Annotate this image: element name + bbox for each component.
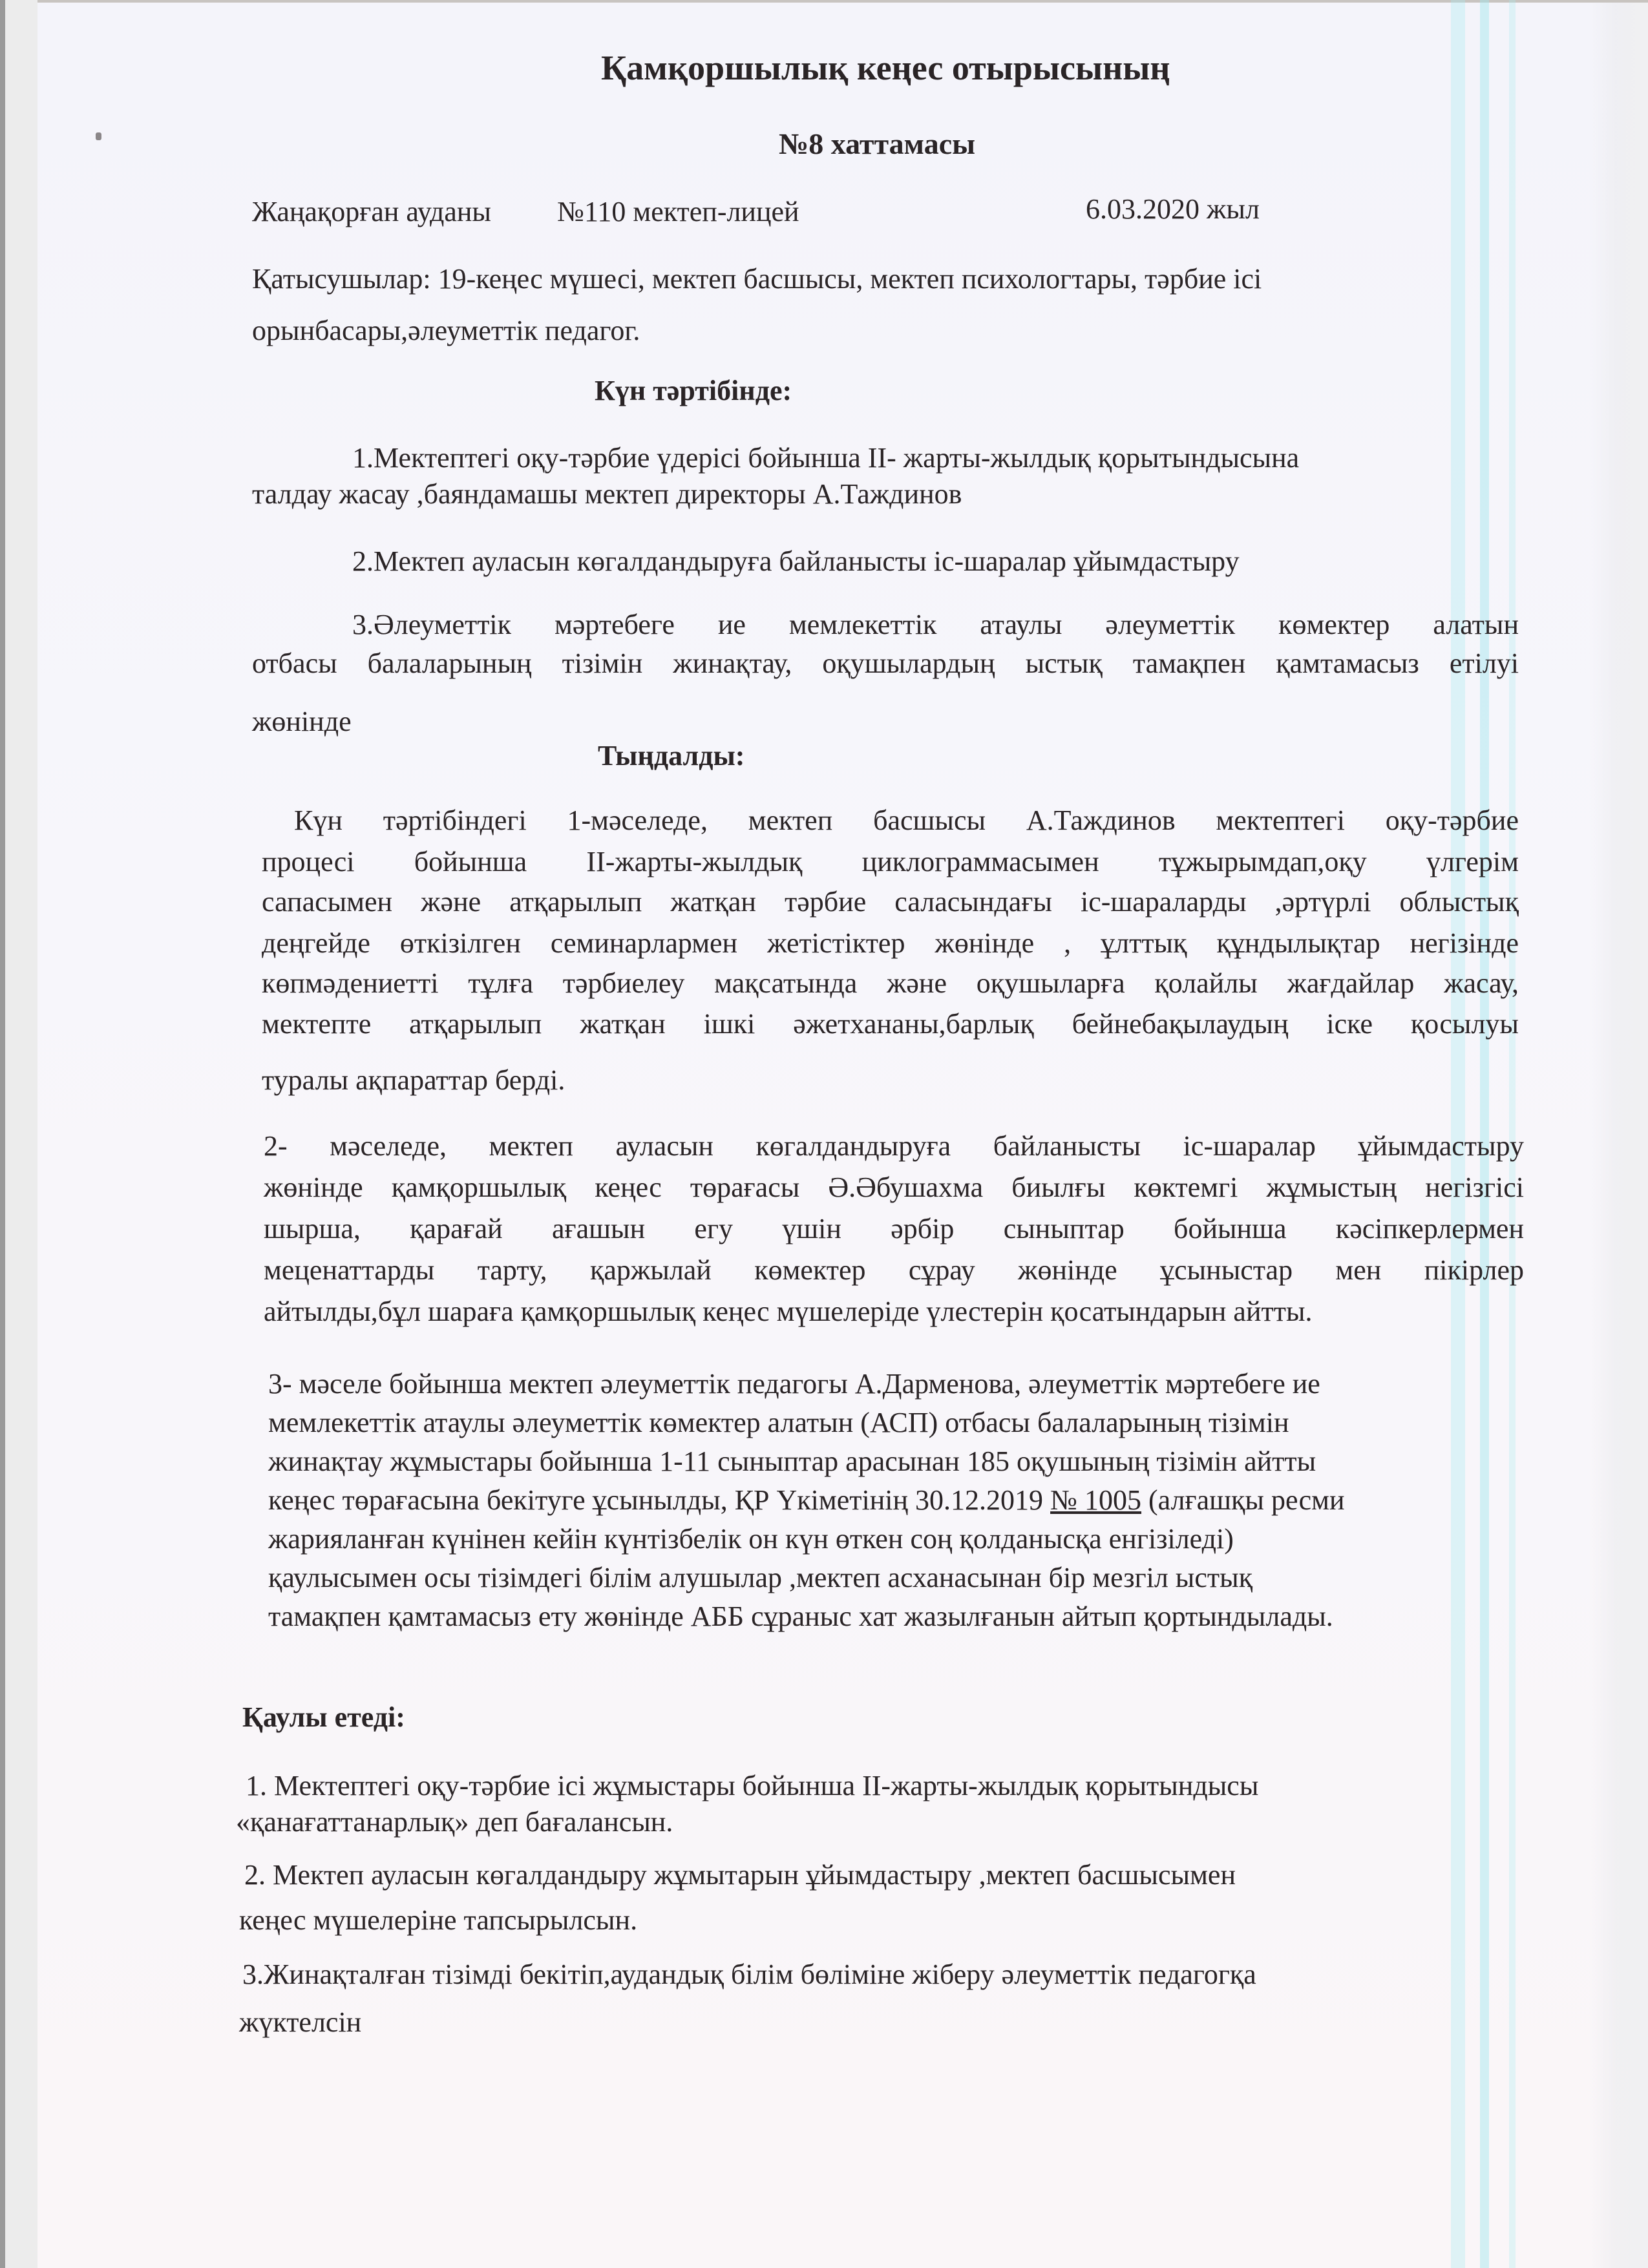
- heard-1-line: туралы ақпараттар берді.: [262, 1064, 565, 1096]
- document-subtitle: №8 хаттамасы: [779, 127, 976, 160]
- heard-1-line: сапасымен және атқарылып жатқан тәрбие саласындағы іс-шараларды ,әртүрлі облыстық: [262, 886, 1519, 918]
- agenda-item-1-line: талдау жасау ,баяндамашы мектеп директоры А.Таждинов: [252, 478, 962, 510]
- school-name: №110 мектеп-лицей: [557, 196, 799, 227]
- heard-3-line: 3- мәселе бойынша мектеп әлеуметтік педагогы А.Дарменова, әлеуметтік мәртебеге ие: [268, 1368, 1320, 1400]
- resolution-2-line: кеңес мүшелеріне тапсырылсын.: [239, 1904, 638, 1936]
- heard-1-line: Күн тәртібіндегі 1-мәселеде, мектеп басшысы А.Таждинов мектептегі оқу-тәрбие: [294, 804, 1519, 836]
- resolution-1-line: «қанағаттанарлық» деп бағалансын.: [236, 1806, 673, 1838]
- heard-2-line: меценаттарды тарту, қаржылай көмектер сұрау жөнінде ұсыныстар мен пікірлер: [264, 1254, 1524, 1286]
- document-date: 6.03.2020 жыл: [1086, 193, 1260, 225]
- agenda-heading: Күн тәртібінде:: [595, 375, 792, 406]
- heard-1-line: мектепте атқарылып жатқан ішкі әжетхананы,барлық бейнебақылаудың іске қосылуы: [262, 1008, 1519, 1040]
- agenda-item-3-line: 3.Әлеуметтік мәртебеге ие мемлекеттік атаулы әлеуметтік көмектер алатын: [352, 609, 1519, 640]
- resolution-1-line: 1. Мектептегі оқу-тәрбие ісі жұмыстары бойынша ІІ-жарты-жылдық қорытындысы: [246, 1770, 1259, 1801]
- agenda-item-3-line: отбасы балаларының тізімін жинақтау, оқушылардың ыстық тамақпен қамтамасыз етілуі: [252, 647, 1519, 679]
- scan-top-edge: [0, 0, 1648, 3]
- heard-3-text: кеңес төрағасына бекітуге ұсынылды, ҚР Үкіметінің 30.12.2019: [268, 1484, 1051, 1516]
- agenda-item-1-line: 1.Мектептегі оқу-тәрбие үдерісі бойынша ІІ- жарты-жылдық қорытындысына: [352, 442, 1300, 474]
- heard-2-line: шырша, қарағай ағашын егу үшін әрбір сыныптар бойынша кәсіпкерлермен: [264, 1213, 1524, 1244]
- participants-line: Қатысушылар: 19-кеңес мүшесі, мектеп басшысы, мектеп психологтары, тәрбие ісі: [252, 263, 1262, 295]
- heard-1-line: процесі бойынша ІІ-жарты-жылдық циклограммасымен тұжырымдап,оқу үлгерім: [262, 846, 1519, 877]
- heard-3-text: (алғашқы ресми: [1141, 1484, 1345, 1516]
- agenda-item-3-line: жөнінде: [252, 706, 352, 737]
- district-name: Жаңақорған ауданы: [252, 196, 491, 227]
- scan-left-margin: [5, 0, 37, 2268]
- heard-heading: Тыңдалды:: [598, 740, 745, 772]
- decree-number-link[interactable]: № 1005: [1050, 1484, 1142, 1516]
- document-title: Қамқоршылық кеңес отырысының: [601, 48, 1170, 87]
- resolution-heading: Қаулы етеді:: [242, 1701, 405, 1733]
- resolution-2-line: 2. Мектеп ауласын көгалдандыру жұмытарын ұйымдастыру ,мектеп басшысымен: [244, 1859, 1236, 1891]
- resolution-3-line: 3.Жинақталған тізімді бекітіп,аудандық білім бөліміне жіберу әлеуметтік педагогқа: [242, 1958, 1256, 1990]
- heard-2-line: айтылды,бұл шараға қамқоршылық кеңес мүшелеріде үлестерін қосатындарын айтты.: [264, 1296, 1313, 1327]
- heard-3-line: тамақпен қамтамасыз ету жөнінде АББ сұраныс хат жазылғанын айтып қортындылады.: [268, 1601, 1333, 1632]
- heard-2-line: жөнінде қамқоршылық кеңес төрағасы Ә.Әбушахма биылғы көктемгі жұмыстың негізгісі: [264, 1171, 1524, 1203]
- heard-3-line: жарияланған күнінен кейін күнтізбелік он күн өткен соң қолданысқа енгізіледі): [268, 1523, 1234, 1555]
- heard-3-line: [268, 1486, 1345, 1515]
- resolution-3-line: жүктелсін: [239, 2006, 362, 2038]
- participants-line: орынбасары,әлеуметтік педагог.: [252, 315, 640, 346]
- heard-3-line: мемлекеттік атаулы әлеуметтік көмектер алатын (АСП) отбасы балаларының тізімін: [268, 1407, 1289, 1438]
- heard-3-line: қаулысымен осы тізімдегі білім алушылар ,мектеп асханасынан бір мезгіл ыстық: [268, 1562, 1253, 1593]
- scan-left-edge: [0, 0, 5, 2268]
- heard-1-line: деңгейде өткізілген семинарлармен жетістіктер жөнінде , ұлттық құндылықтар негізінде: [262, 927, 1519, 959]
- heard-3-line: жинақтау жұмыстары бойынша 1-11 сыныптар арасынан 185 оқушының тізімін айтты: [268, 1445, 1316, 1477]
- agenda-item-2-line: 2.Мектеп ауласын көгалдандыруға байланысты іс-шаралар ұйымдастыру: [352, 545, 1240, 577]
- scan-speck: [96, 132, 101, 140]
- heard-1-line: көпмәдениетті тұлға тәрбиелеу мақсатында және оқушыларға қолайлы жағдайлар жасау,: [262, 967, 1519, 999]
- heard-2-line: 2- мәселеде, мектеп ауласын көгалдандыруға байланысты іс-шаралар ұйымдастыру: [264, 1130, 1524, 1162]
